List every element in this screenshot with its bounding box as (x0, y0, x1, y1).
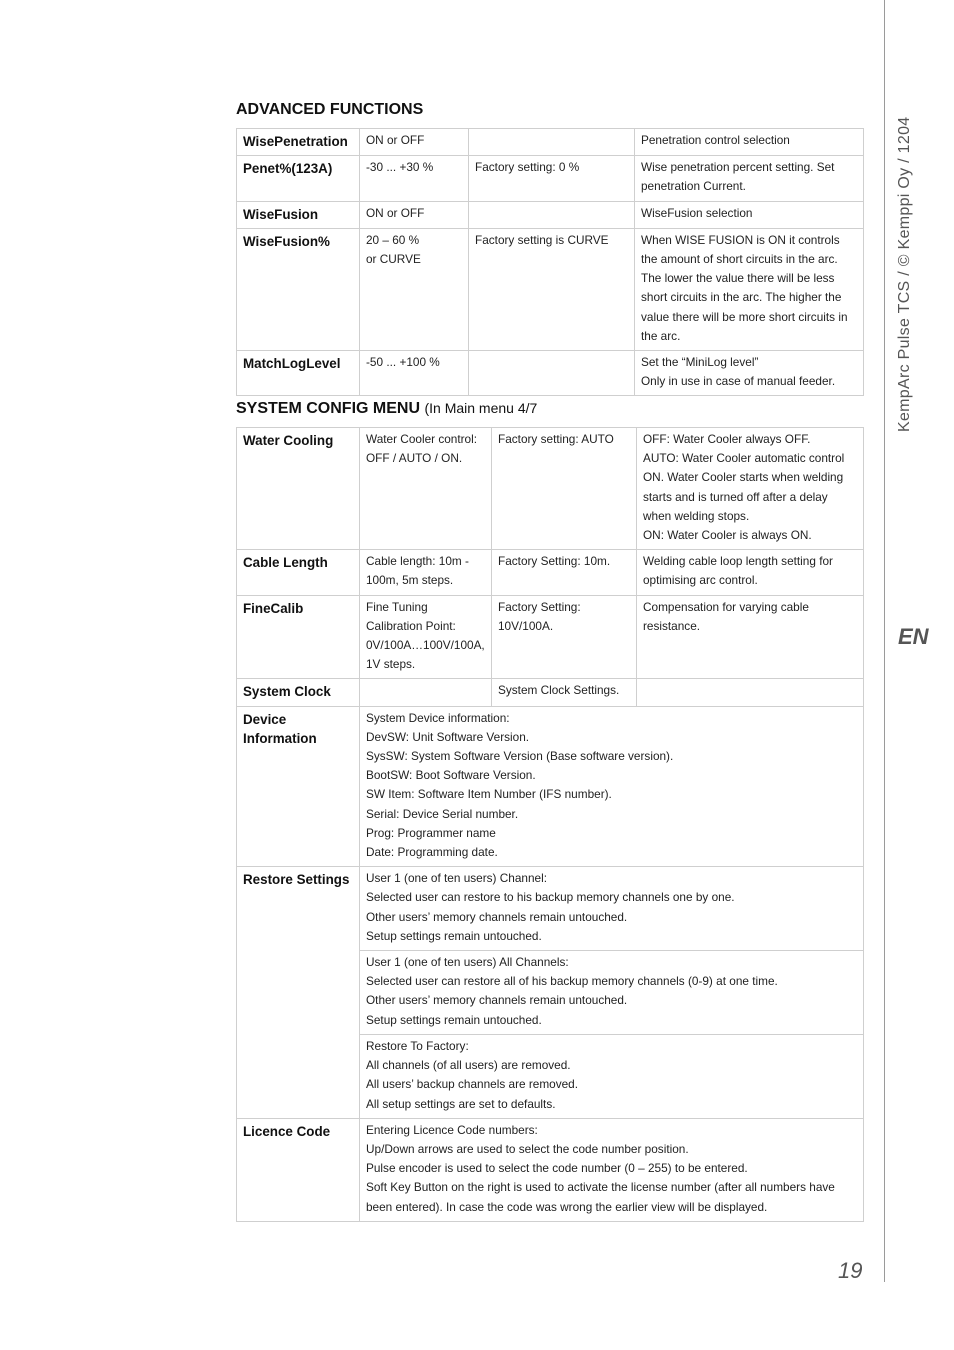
setting-name: Licence Code (237, 1118, 360, 1221)
system-config-heading (236, 400, 537, 418)
setting-default (469, 351, 635, 396)
table-row (237, 679, 864, 706)
table-row (237, 550, 864, 595)
setting-name: MatchLogLevel (237, 351, 360, 396)
setting-description: Wise penetration percent setting. Set penetration Current. (635, 156, 864, 201)
setting-range: ON or OFF (360, 201, 469, 228)
page-number: 19 (838, 1258, 863, 1283)
setting-description: Penetration control selection (635, 129, 864, 156)
table-row (237, 228, 864, 350)
setting-name: WiseFusion (237, 201, 360, 228)
setting-range: -30 ... +30 % (360, 156, 469, 201)
table-row (237, 706, 864, 867)
setting-range: Fine Tuning Calibration Point: 0V/100A…100V/100A, 1V steps. (360, 595, 492, 679)
advanced-functions-heading: ADVANCED FUNCTIONS (236, 101, 424, 118)
setting-name: WisePenetration (237, 129, 360, 156)
table-row (237, 156, 864, 201)
setting-name: System Clock (237, 679, 360, 706)
setting-description: Compensation for varying cable resistance. (637, 595, 864, 679)
setting-name: Water Cooling (237, 428, 360, 550)
system-config-subtitle: (In Main menu 4/7 (424, 400, 538, 416)
setting-range (360, 679, 492, 706)
setting-name: Restore Settings (237, 867, 360, 1118)
table-row (237, 351, 864, 396)
setting-range: Water Cooler control: OFF / AUTO / ON. (360, 428, 492, 550)
setting-description: WiseFusion selection (635, 201, 864, 228)
system-config-table (236, 427, 864, 1222)
setting-default (469, 129, 635, 156)
setting-description: Set the “MiniLog level” Only in use in case of manual feeder. (635, 351, 864, 396)
sidebar-divider (884, 0, 885, 1282)
setting-name: Device Information (237, 706, 360, 867)
setting-name: FineCalib (237, 595, 360, 679)
table-row (237, 129, 864, 156)
setting-description: System Device information: DevSW: Unit Software Version. SysSW: System Software Version (Base software version). BootSW: Boot Software Version. SW Item: Software Item Number (IFS number). Serial: Device Serial number. Prog: Programmer name Date: Programming date. (360, 706, 864, 867)
table-row (237, 1118, 864, 1221)
setting-name: Penet%(123A) (237, 156, 360, 201)
advanced-functions-table (236, 128, 864, 396)
setting-range: 20 – 60 % or CURVE (360, 228, 469, 350)
setting-range: ON or OFF (360, 129, 469, 156)
setting-description: Entering Licence Code numbers: Up/Down arrows are used to select the code number position. Pulse encoder is used to select the code number (0 – 255) to be entered. Soft Key Button on the right is used to activate the license number (after all numbers have been entered). In case the code was wrong the earlier view will be displayed. (360, 1118, 864, 1221)
setting-description: Welding cable loop length setting for optimising arc control. (637, 550, 864, 595)
setting-range: -50 ... +100 % (360, 351, 469, 396)
table-row (237, 595, 864, 679)
restore-option: Restore To Factory: All channels (of all users) are removed. All users’ backup channels are removed. All setup settings are set to defaults. (360, 1034, 864, 1118)
setting-default: Factory setting: 0 % (469, 156, 635, 201)
setting-range: Cable length: 10m - 100m, 5m steps. (360, 550, 492, 595)
restore-option: User 1 (one of ten users) All Channels: Selected user can restore all of his backup memory channels (0-9) at one time. Other users’ memory channels remain untouched. Setup settings remain untouched. (360, 951, 864, 1035)
setting-default: Factory setting is CURVE (469, 228, 635, 350)
setting-default (469, 201, 635, 228)
table-row (237, 201, 864, 228)
sidebar-document-title: KempArc Pulse TCS / © Kemppi Oy / 1204 (896, 116, 913, 432)
setting-default: Factory setting: AUTO (492, 428, 637, 550)
setting-name: Cable Length (237, 550, 360, 595)
restore-option: User 1 (one of ten users) Channel: Selected user can restore to his backup memory channels one by one. Other users’ memory channels remain untouched. Setup settings remain untouched. (360, 867, 864, 951)
setting-name: WiseFusion% (237, 228, 360, 350)
system-config-title: SYSTEM CONFIG MENU (236, 400, 421, 417)
table-row (237, 428, 864, 550)
setting-default: System Clock Settings. (492, 679, 637, 706)
setting-description: When WISE FUSION is ON it controls the amount of short circuits in the arc. The lower the value there will be less short circuits in the arc. The higher the value there will be more short circuits in the arc. (635, 228, 864, 350)
language-tab: EN (898, 624, 929, 649)
table-row (237, 867, 864, 951)
setting-description (637, 679, 864, 706)
setting-description: OFF: Water Cooler always OFF. AUTO: Water Cooler automatic control ON. Water Cooler starts when welding starts and is turned off after a delay when welding stops. ON: Water Cooler is always ON. (637, 428, 864, 550)
setting-default: Factory Setting: 10V/100A. (492, 595, 637, 679)
setting-default: Factory Setting: 10m. (492, 550, 637, 595)
